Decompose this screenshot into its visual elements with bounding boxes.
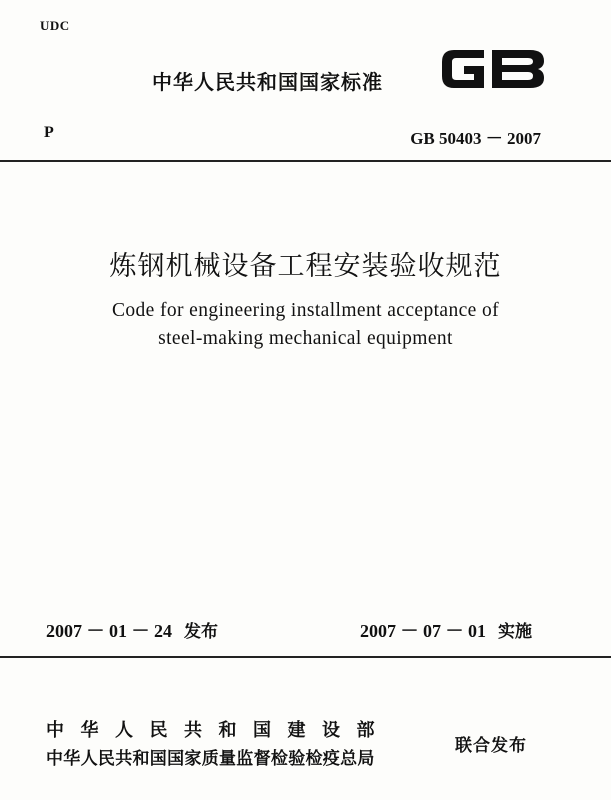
bottom-divider	[0, 656, 611, 658]
top-divider	[0, 160, 611, 162]
standard-number: GB 50403 － 2007	[410, 129, 541, 148]
national-standard-heading: 中华人民共和国国家标准	[152, 70, 383, 94]
category-code: P	[44, 124, 54, 141]
publisher-aqsiq: 中华人民共和国国家质量监督检验检疫总局	[46, 749, 375, 769]
udc-label: UDC	[40, 18, 70, 33]
effective-date: 2007 － 07 － 01	[360, 621, 486, 641]
effective-label: 实施	[498, 622, 532, 642]
issue-date-line	[46, 617, 218, 643]
title-english-line1: Code for engineering installment acceptance of	[111, 300, 500, 321]
effective-date-line	[360, 617, 532, 643]
publisher-ministry: 中华人民共和国建设部	[46, 720, 391, 741]
title-english-line2: steel-making mechanical equipment	[158, 328, 453, 349]
title-chinese: 炼钢机械设备工程安装验收规范	[109, 251, 502, 282]
issue-label: 发布	[184, 622, 218, 642]
issue-date: 2007 － 01 － 24	[46, 621, 172, 641]
gb-logo	[436, 40, 550, 96]
joint-publish-label: 联合发布	[455, 736, 527, 756]
